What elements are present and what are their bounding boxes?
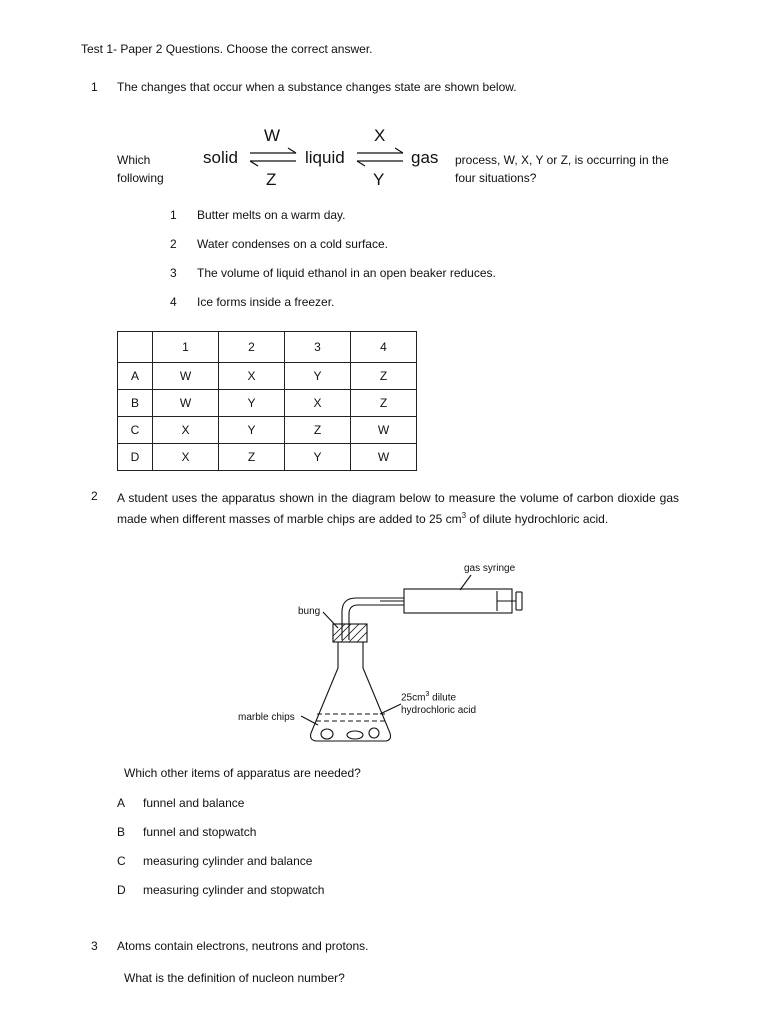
table-cell: Y	[219, 390, 285, 417]
table-cell: Y	[219, 417, 285, 444]
q2-question: Which other items of apparatus are needed?	[124, 766, 361, 780]
table-header-cell: 3	[285, 332, 351, 363]
label-Y: Y	[373, 170, 385, 189]
acid-label-part: dilute	[429, 692, 457, 704]
table-row-label: B	[118, 390, 153, 417]
q1-following-word: following	[117, 171, 164, 185]
label-Z: Z	[266, 170, 277, 189]
acid-label-part: hydrochloric acid	[401, 705, 477, 717]
table-cell: Z	[285, 417, 351, 444]
q3-text: Atoms contain electrons, neutrons and protons.	[117, 939, 369, 953]
situation-text: Water condenses on a cold surface.	[197, 237, 388, 251]
table-header-cell: 1	[153, 332, 219, 363]
option-text: funnel and balance	[143, 796, 245, 810]
q2-text-part: of dilute hydrochloric acid.	[466, 512, 609, 526]
table-cell: X	[153, 417, 219, 444]
table-row-label: A	[118, 363, 153, 390]
bung-label: bung	[298, 606, 321, 617]
q2-number: 2	[91, 489, 98, 503]
situation-number: 4	[170, 295, 177, 309]
q2-text-part: A student uses the apparatus shown in the diagram below to measure the volume of carbon dioxide gas made when different masses of marble chips are added to 25 cm	[117, 491, 679, 526]
marble-chips-label: marble chips	[238, 712, 295, 723]
table-cell: Z	[351, 390, 417, 417]
table-cell: Y	[285, 444, 351, 471]
table-cell: W	[153, 363, 219, 390]
table-cell: Y	[285, 363, 351, 390]
table-cell: W	[351, 417, 417, 444]
q1-process-line1: process, W, X, Y or Z, is occurring in the	[455, 153, 669, 167]
label-W: W	[264, 126, 281, 145]
state-gas: gas	[411, 148, 439, 167]
option-letter: C	[117, 854, 126, 868]
q3-number: 3	[91, 939, 98, 953]
acid-label	[401, 688, 476, 717]
q3-question: What is the definition of nucleon number?	[124, 971, 345, 985]
option-letter: B	[117, 825, 126, 839]
acid-label-part: 25cm	[401, 692, 426, 704]
label-X: X	[374, 126, 386, 145]
superscript: 3	[461, 511, 467, 520]
q1-number: 1	[91, 80, 98, 94]
q1-which-word: Which	[117, 153, 151, 167]
table-row-label: C	[118, 417, 153, 444]
table-cell: Z	[351, 363, 417, 390]
option-text: measuring cylinder and stopwatch	[143, 883, 325, 897]
page-header: Test 1- Paper 2 Questions. Choose the correct answer.	[81, 42, 373, 56]
option-letter: D	[117, 883, 126, 897]
table-header-cell: 2	[219, 332, 285, 363]
situation-number: 3	[170, 266, 177, 280]
table-row-label: D	[118, 444, 153, 471]
q1-process-line2: four situations?	[455, 171, 537, 185]
state-solid: solid	[203, 148, 238, 167]
situation-text: The volume of liquid ethanol in an open beaker reduces.	[197, 266, 496, 280]
situation-number: 1	[170, 208, 177, 222]
table-cell: Z	[219, 444, 285, 471]
state-liquid: liquid	[305, 148, 345, 167]
table-cell: X	[219, 363, 285, 390]
gas-syringe-label: gas syringe	[464, 563, 516, 574]
situation-number: 2	[170, 237, 177, 251]
table-cell: W	[153, 390, 219, 417]
table-cell: X	[285, 390, 351, 417]
option-letter: A	[117, 796, 126, 810]
situation-text: Butter melts on a warm day.	[197, 208, 346, 222]
table-header-cell: 4	[351, 332, 417, 363]
table-cell: X	[153, 444, 219, 471]
table-cell: W	[351, 444, 417, 471]
situation-text: Ice forms inside a freezer.	[197, 295, 335, 309]
option-text: measuring cylinder and balance	[143, 854, 313, 868]
superscript: 3	[425, 691, 430, 698]
option-text: funnel and stopwatch	[143, 825, 257, 839]
q1-intro: The changes that occur when a substance changes state are shown below.	[117, 80, 517, 94]
